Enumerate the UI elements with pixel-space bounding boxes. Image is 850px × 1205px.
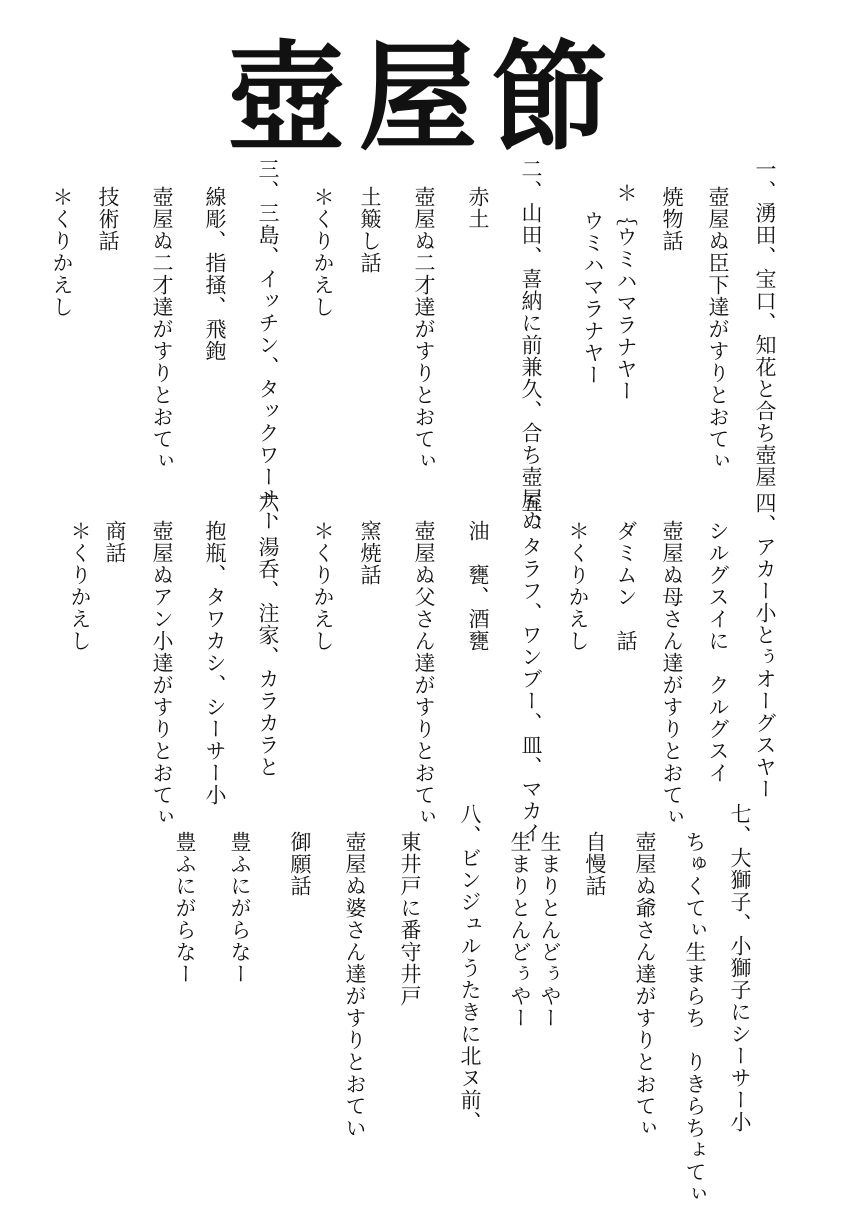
verse-line: 技術話 bbox=[96, 186, 120, 252]
verse-line: 壺屋ぬ婆さん達がすりとおてい bbox=[343, 831, 367, 1139]
verse-line: 壺屋ぬ父さん達がすりとおてぃ bbox=[412, 520, 436, 828]
verse-line: 土簸し話 bbox=[358, 186, 382, 274]
verse-line: 一、湧田、宝口、知花と合ち壺屋 bbox=[753, 158, 777, 488]
verse-line: 豊ふにがらなー bbox=[173, 831, 197, 985]
verse-line: ＊くりかえし bbox=[566, 520, 590, 652]
verse-line: 商話 bbox=[103, 520, 127, 564]
verse-line: 豊ふにがらなー bbox=[228, 831, 252, 985]
verse-line: 二、山田、喜納に前兼久、合ち壺屋ぬ bbox=[519, 158, 543, 532]
verse-line: 抱瓶、タワカシ、シーサー小 bbox=[203, 520, 227, 806]
verse-line: ＊くりかえし bbox=[68, 520, 92, 652]
verse-line: 壺屋ぬ二才達がすりとおてぃ bbox=[150, 186, 174, 472]
verse-line: 五、タラフ、ワンブー、皿、マカイ bbox=[519, 492, 543, 844]
verse-line: ちゅくてぃ生まらち りきらちょてぃ bbox=[683, 831, 707, 1205]
verse-line: 七、大獅子、小獅子にシーサー小 bbox=[728, 803, 752, 1133]
verse-line: 壺屋ぬアン小達がすりとおてぃ bbox=[150, 520, 174, 828]
verse-line: 線彫、指掻、飛鉋 bbox=[203, 186, 227, 362]
verse-line: ＊くりかえし bbox=[50, 186, 74, 318]
verse-line: 油 甕、酒甕 bbox=[466, 520, 490, 652]
verse-line: ウミハマラナヤー bbox=[581, 210, 605, 386]
verse-line: 東井戸に番守井戸 bbox=[398, 831, 422, 1007]
verse-line: ＊｛ウミハマラナヤー bbox=[614, 182, 638, 402]
verse-line: 窯焼話 bbox=[358, 520, 382, 586]
page-title: 壺屋節 bbox=[226, 28, 623, 167]
verse-line: 生まりとんどぅやー bbox=[508, 831, 532, 1029]
verse-line: 自慢話 bbox=[583, 831, 607, 897]
verse-line: 八、ビンジュルうたきに北ヌ前、 bbox=[458, 803, 482, 1133]
verse-line: ダミムン 話 bbox=[614, 520, 638, 652]
verse-line: シルグスイに クルグスイ bbox=[706, 520, 730, 784]
verse-line: ＊くりかえし bbox=[311, 520, 335, 652]
verse-line: 生まりとんどぅやー bbox=[538, 831, 562, 1029]
verse-line: 焼物話 bbox=[660, 186, 684, 252]
verse-line: 四、アカー小とぅオーグスヤー bbox=[753, 492, 777, 800]
verse-line: 壺屋ぬ臣下達がすりとおてぃ bbox=[706, 186, 730, 472]
verse-line: ＊くりかえし bbox=[311, 186, 335, 318]
verse-line: 御願話 bbox=[288, 831, 312, 897]
verse-line: 壺屋ぬ爺さん達がすりとおてぃ bbox=[633, 831, 657, 1139]
verse-line: 壺屋ぬ母さん達がすりとおてぃ bbox=[660, 520, 684, 828]
verse-line: 赤土 bbox=[466, 186, 490, 230]
verse-line: 壺屋ぬ二才達がすりとおてぃ bbox=[412, 186, 436, 472]
verse-line: 六、湯呑、注家、カラカラと bbox=[256, 492, 280, 778]
verse-line: 三、三島、イッチン、タックワーサー bbox=[256, 158, 280, 532]
